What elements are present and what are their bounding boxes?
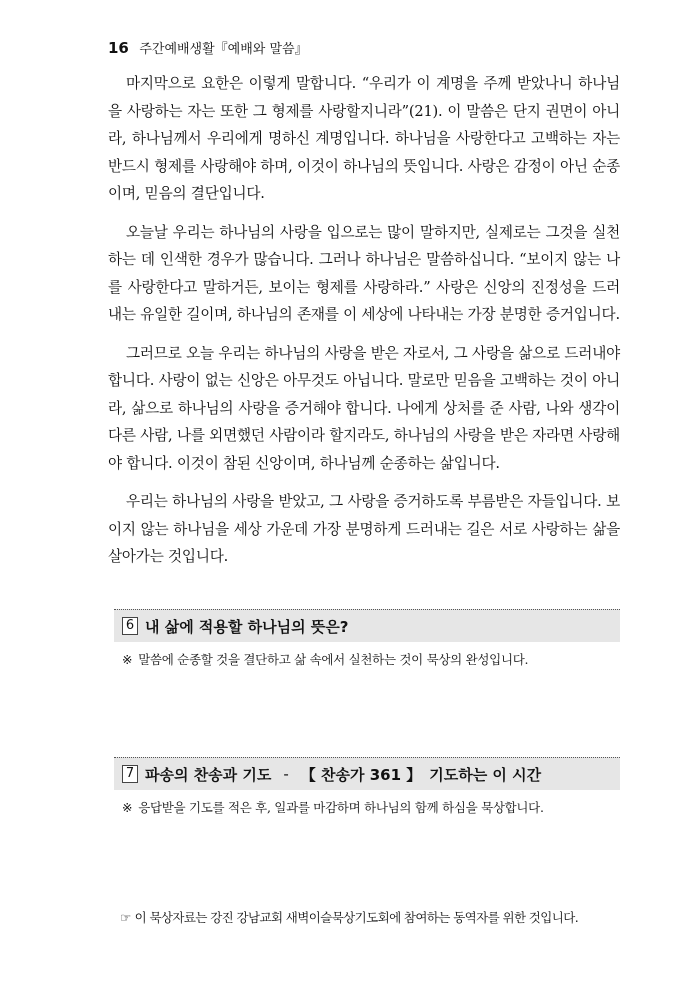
section-title: 파송의 찬송과 기도 <box>145 765 272 784</box>
paragraph: 마지막으로 요한은 이렇게 말합니다. “우리가 이 계명을 주께 받았나니 하나님을 사랑하는 자는 또한 그 형제를 사랑할지니라”(21). 이 말씀은 단지 권면이 아니라, 하나님께서 우리에게 명하신 계명입니다. 하나님을 사랑한다고 고백하는 자는 반드시 형제를 사랑해야 하며, 이것이 하나님의 뜻입니다. 사랑은 감정이 아닌 순종이며, 믿음의 결단입니다. <box>108 75 620 202</box>
section-application <box>114 609 620 668</box>
hymn-number: 【 찬송가 361 】 <box>300 765 422 784</box>
reference-mark-icon: ※ <box>122 652 133 667</box>
section-heading <box>114 757 620 790</box>
note-text: 응답받을 기도를 적은 후, 일과를 마감하며 하나님의 함께 하심을 묵상합니다. <box>138 800 544 815</box>
section-sending <box>114 757 620 816</box>
paragraph: 그러므로 오늘 우리는 하나님의 사랑을 받은 자로서, 그 사랑을 삶으로 드러내야 합니다. 사랑이 없는 신앙은 아무것도 아닙니다. 말로만 믿음을 고백하는 것이 아니라, 삶으로 하나님의 사랑을 증거해야 합니다. 나에게 상처를 준 사람, 나와 생각이 다른 사람, 나를 외면했던 사람이라 할지라도, 하나님의 사랑을 받은 자라면 사랑해야 합니다. 이것이 참된 신앙이며, 하나님께 순종하는 삶입니다. <box>108 344 620 472</box>
footer-text: 이 묵상자료는 강진 강남교회 새벽이슬묵상기도회에 참여하는 동역자를 위한 것입니다. <box>134 910 579 925</box>
page-number: 16 <box>108 39 129 57</box>
paragraph: 오늘날 우리는 하나님의 사랑을 입으로는 많이 말하지만, 실제로는 그것을 실천하는 데 인색한 경우가 많습니다. 그러나 하나님은 말씀하십니다. “보이지 않는 나를 사랑한다고 말하거든, 보이는 형제를 사랑하라.” 사랑은 신앙의 진정성을 드러내는 유일한 길이며, 하나님의 존재를 이 세상에 나타내는 가장 분명한 증거입니다. <box>108 223 620 323</box>
section-number: 7 <box>122 765 138 783</box>
paragraph: 우리는 하나님의 사랑을 받았고, 그 사랑을 증거하도록 부름받은 자들입니다. 보이지 않는 하나님을 세상 가운데 가장 분명하게 드러내는 길은 서로 사랑하는 삶을 살아가는 것입니다. <box>108 493 620 565</box>
page-header <box>108 38 308 57</box>
section-number: 6 <box>122 617 138 635</box>
main-text <box>108 70 620 582</box>
pointing-hand-icon: ☞ <box>120 910 131 925</box>
section-note <box>122 650 620 668</box>
separator: - <box>283 765 289 783</box>
hymn-title: 기도하는 이 시간 <box>429 765 542 784</box>
note-text: 말씀에 순종할 것을 결단하고 삶 속에서 실천하는 것이 묵상의 완성입니다. <box>138 652 529 667</box>
publication-title: 주간예배생활『예배와 말씀』 <box>139 42 308 57</box>
footer-note <box>120 908 578 926</box>
section-note <box>122 798 620 816</box>
section-heading <box>114 609 620 642</box>
reference-mark-icon: ※ <box>122 800 133 815</box>
section-title: 내 삶에 적용할 하나님의 뜻은? <box>145 617 349 636</box>
